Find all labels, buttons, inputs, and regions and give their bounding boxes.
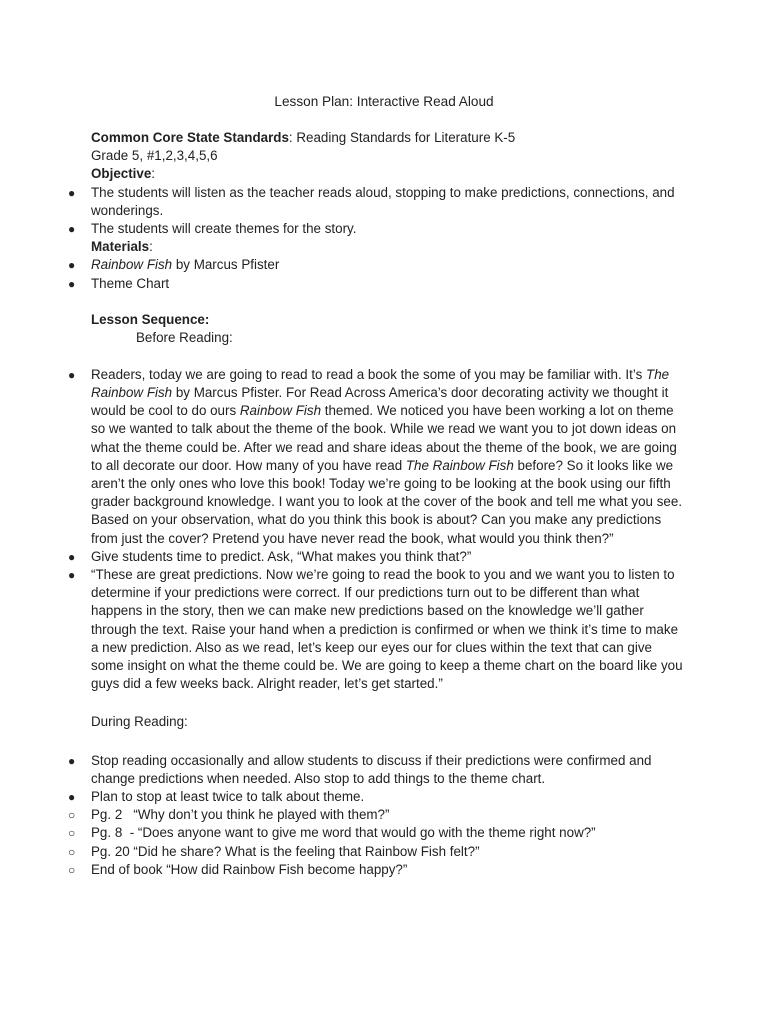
document-body [66, 129, 686, 879]
standards-label: Common Core State Standards [91, 130, 289, 145]
bullet-icon: ● [68, 258, 76, 273]
paragraph-text: Pg. 8 - “Does anyone want to give me word that would go with the theme right now?” [91, 825, 596, 841]
objectives-list [66, 184, 686, 239]
during-reading-heading: During Reading: [91, 714, 188, 730]
list-item [66, 548, 686, 566]
bullet-icon: ● [68, 276, 76, 291]
list-item [66, 184, 686, 220]
book-title: Rainbow Fish [239, 403, 322, 419]
standards-text: : Reading Standards for Literature K-5 [288, 130, 516, 145]
objective-label: Objective [91, 166, 152, 182]
list-item [66, 788, 686, 806]
bullet-icon: ● [68, 753, 76, 768]
grade-line: Grade 5, #1,2,3,4,5,6 [91, 148, 218, 164]
objective-text: The students will listen as the teacher reads aloud, stopping to make predictions, connections, and wonderings. [91, 184, 675, 218]
paragraph-text: Readers, today we are going to read to read a book the some of you may be familiar with. It’s [91, 366, 647, 382]
objective-text: The students will create themes for the story. [91, 221, 357, 237]
bullet-icon: ● [68, 222, 76, 237]
bullet-icon: ● [68, 185, 76, 200]
book-title: Rainbow Fish [91, 257, 173, 273]
materials-label: Materials [91, 239, 150, 255]
paragraph-text: before? So it looks like we aren’t the only ones who love this book! Today we’re going to be looking at the book using our fifth grader background knowledge. I want you to look at the cover of the book and tell me what you see. Based on your observation, what do you think this book is about? Can you make any predictions from just the cover? Pretend you have never read the book, what would you think then?” [91, 457, 683, 546]
materials-heading [66, 238, 686, 256]
before-reading-heading: Before Reading: [136, 330, 233, 346]
paragraph-text: Pg. 20 “Did he share? What is the feeling that Rainbow Fish felt?” [91, 843, 480, 859]
materials-colon: : [149, 239, 153, 255]
during-reading-list [66, 752, 686, 879]
list-item [66, 220, 686, 238]
standards-line [66, 129, 686, 147]
list-item [66, 256, 686, 274]
book-title: The Rainbow Fish [91, 366, 670, 401]
list-item [66, 752, 686, 788]
circle-bullet-icon: ○ [68, 862, 76, 877]
list-item [66, 566, 686, 693]
sequence-heading: Lesson Sequence: [91, 312, 210, 328]
before-reading-list [66, 366, 686, 694]
paragraph-text: “These are great predictions. Now we’re going to read the book to you and we want you to listen to determine if your predictions were correct. If our predictions turn out to be different than what happens in the story, then we can make new predictions based on the knowledge we’ll gather through the text. Raise your hand when a prediction is confirmed or when we think it’s time to make a new prediction. Also as we read, let’s keep our eyes our for clues within the text that can give some insight on what the theme could be. We are going to keep a theme chart on the board like you guys did a few weeks back. Alright reader, let’s get started.” [91, 567, 683, 692]
objective-colon: : [151, 166, 156, 182]
book-author: by Marcus Pfister [172, 257, 280, 273]
bullet-icon: ● [68, 549, 76, 564]
paragraph-text: Pg. 2 “Why don’t you think he played with them?” [91, 807, 390, 823]
objective-heading [66, 165, 686, 183]
paragraph-text: by Marcus Pfister. For Read Across America’s door decorating activity we thought it would be cool to do ours [91, 385, 669, 419]
bullet-icon: ● [68, 367, 76, 382]
paragraph-text: Plan to stop at least twice to talk about theme. [91, 789, 365, 805]
bullet-icon: ● [68, 790, 76, 805]
circle-bullet-icon: ○ [68, 844, 76, 859]
book-title: The Rainbow Fish [405, 457, 514, 473]
circle-bullet-icon: ○ [68, 826, 76, 841]
list-item [66, 806, 686, 824]
list-item [66, 275, 686, 293]
circle-bullet-icon: ○ [68, 808, 76, 823]
bullet-icon: ● [68, 568, 76, 583]
paragraph-text: themed. We noticed you have been working a lot on theme so we wanted to talk about the theme of the book. While we read we want you to jot down ideas on what the theme could be. After we read and share ideas about the theme of the book, we are going to all decorate our door. How many of you have read [91, 403, 677, 473]
list-item [66, 861, 686, 879]
paragraph-text: Stop reading occasionally and allow students to discuss if their predictions were confirmed and change predictions when needed. Also stop to add things to the theme chart. [91, 752, 652, 786]
paragraph-text: End of book “How did Rainbow Fish become happy?” [91, 861, 408, 877]
list-item [66, 843, 686, 861]
materials-list [66, 256, 686, 292]
material-text: Theme Chart [91, 275, 170, 291]
paragraph-text: Give students time to predict. Ask, “What makes you think that?” [91, 548, 472, 564]
list-item [66, 366, 686, 548]
document-title: Lesson Plan: Interactive Read Aloud [274, 94, 494, 109]
list-item [66, 824, 686, 842]
